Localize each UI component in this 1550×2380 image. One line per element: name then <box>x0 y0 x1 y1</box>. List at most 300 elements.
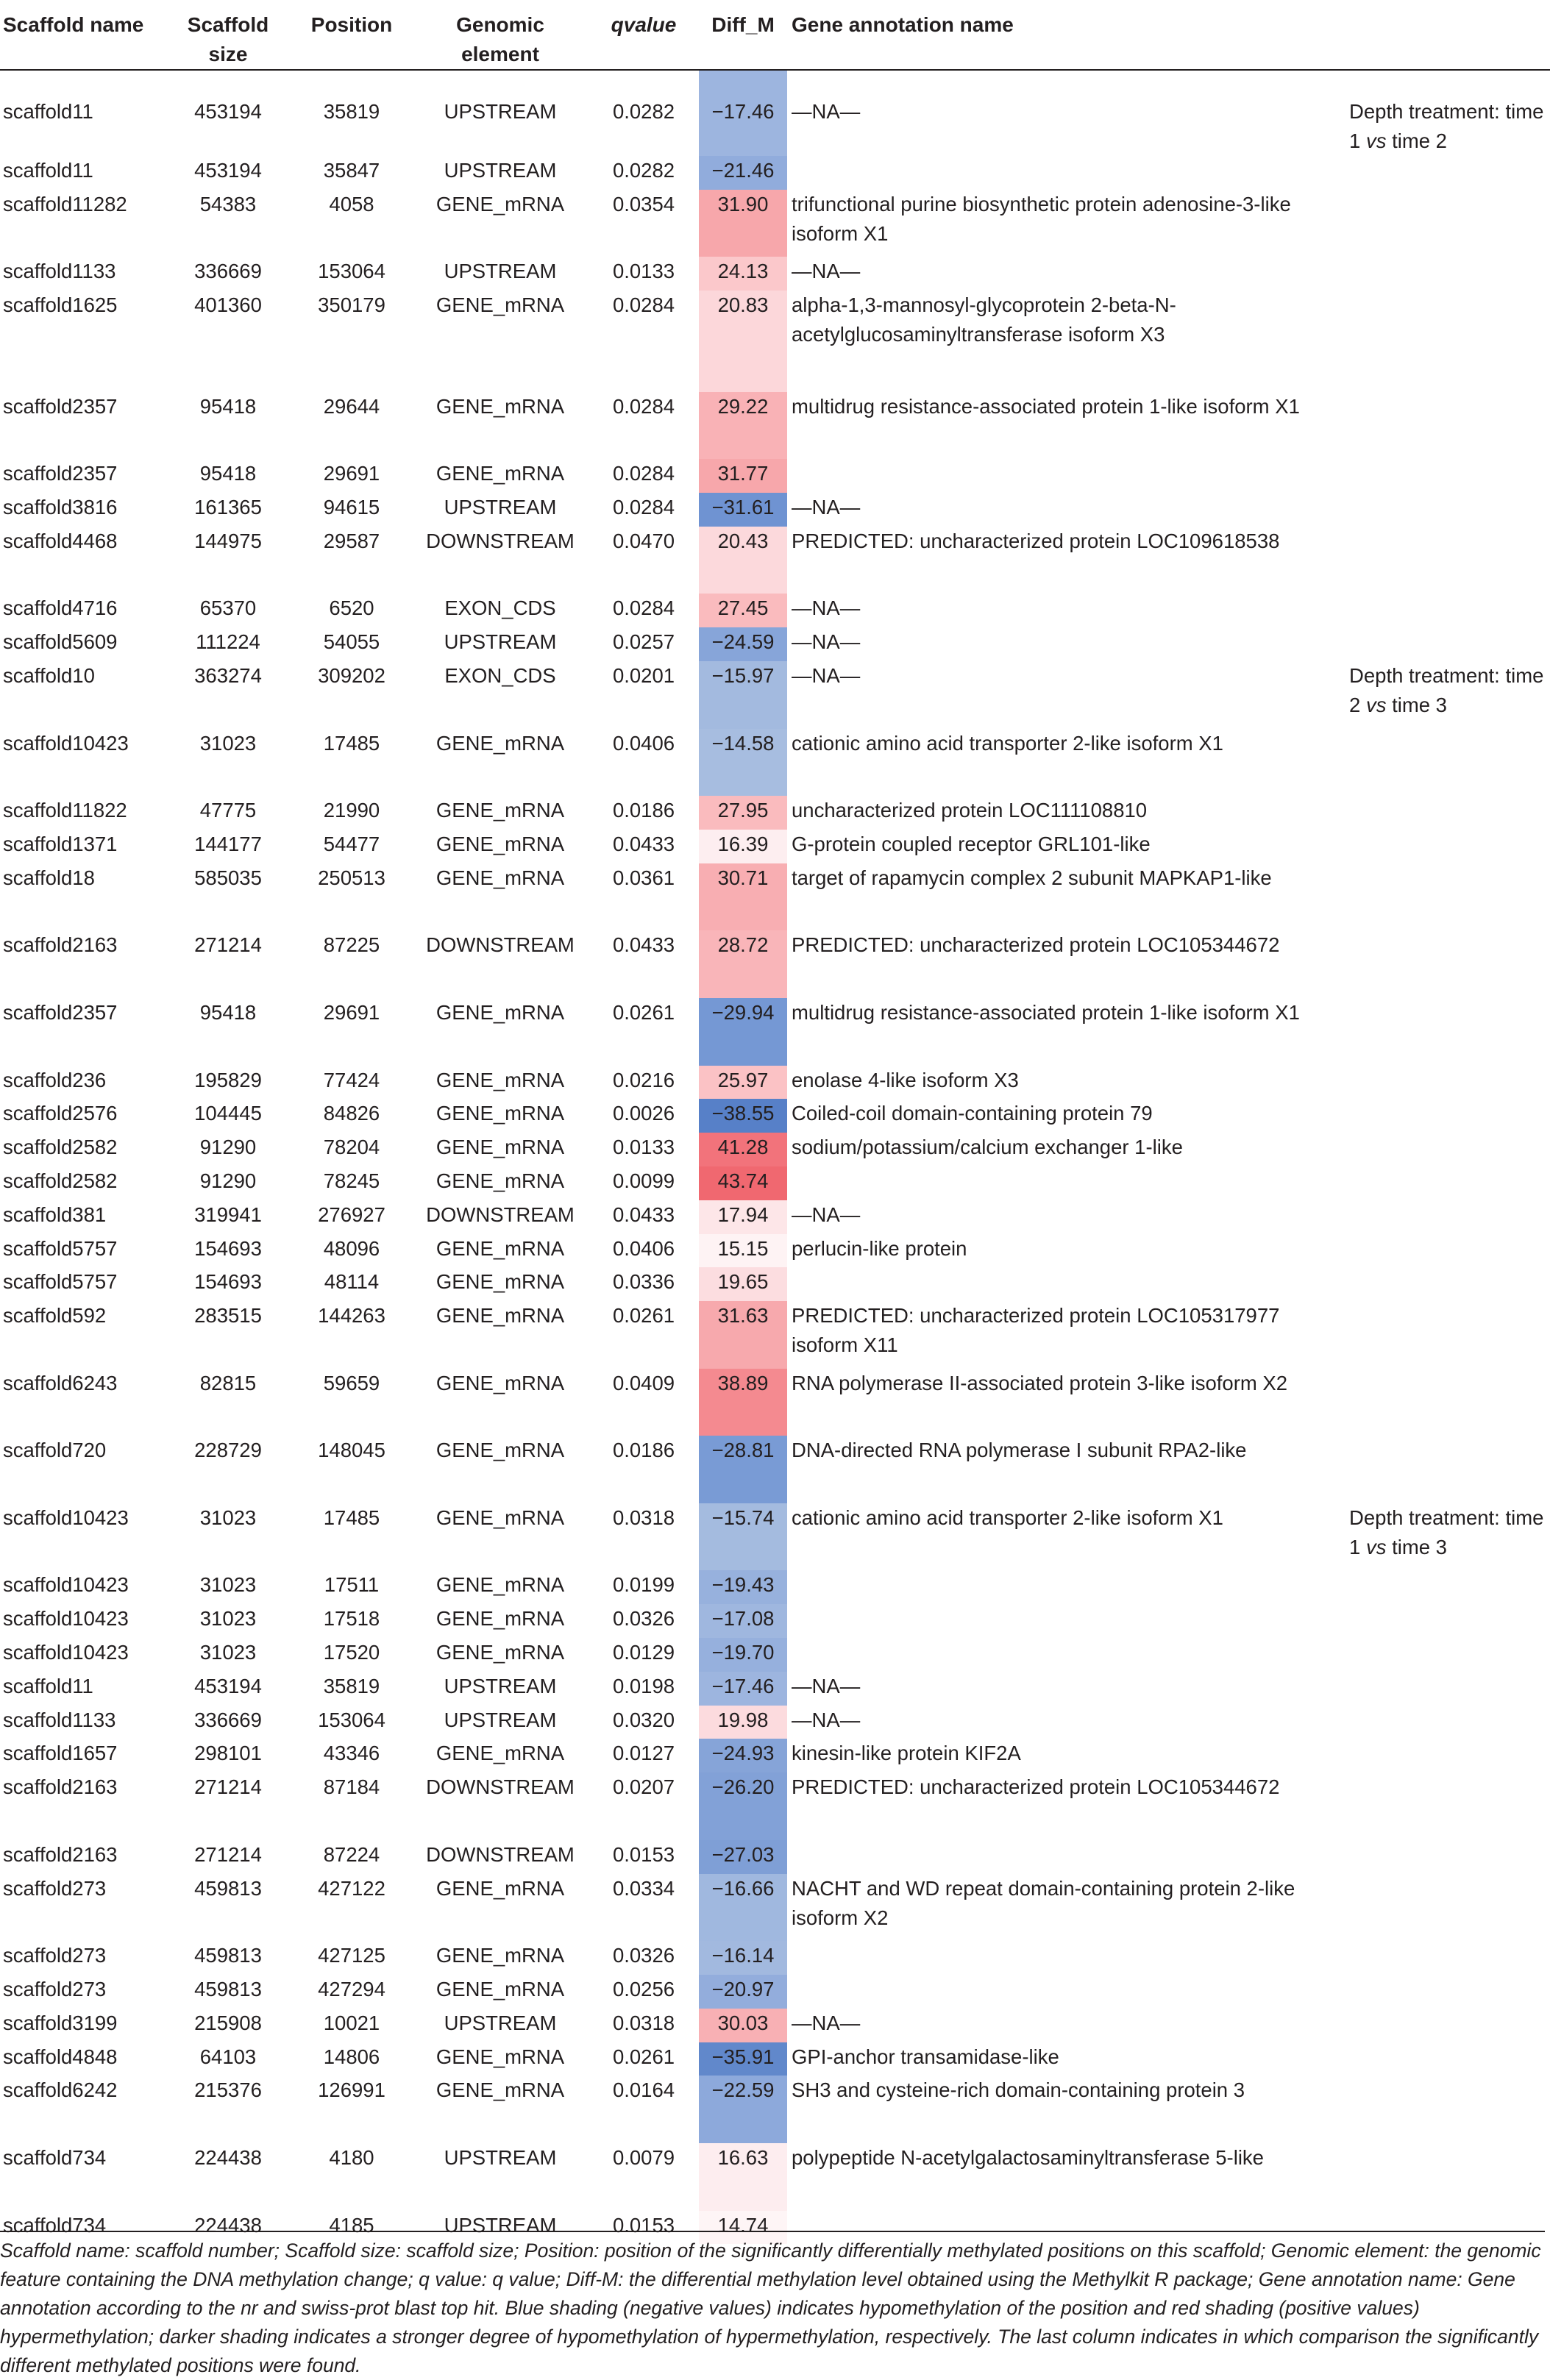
comparison-cell <box>1346 1099 1550 1133</box>
scaffold-name-cell: scaffold2582 <box>3 1169 118 1192</box>
table-row <box>0 1975 1550 2009</box>
table-row <box>0 2042 1550 2076</box>
qvalue-cell: 0.0261 <box>612 1304 675 1328</box>
qvalue-cell: 0.0261 <box>612 1000 675 1024</box>
scaffold-size-cell: 54383 <box>199 192 257 215</box>
header-diff-m: Diff_M <box>711 13 775 36</box>
scaffold-name-cell: scaffold11282 <box>3 192 127 215</box>
qvalue-cell: 0.0079 <box>612 2146 675 2170</box>
scaffold-name-cell: scaffold5609 <box>3 630 118 654</box>
qvalue-cell: 0.0336 <box>612 1270 675 1294</box>
gene-annotation-cell: sodium/potassium/calcium exchanger 1-like <box>792 1136 1183 1159</box>
comparison-cell <box>1346 156 1550 190</box>
position-cell: 309202 <box>318 663 385 687</box>
gene-annotation-cell: cationic amino acid transporter 2-like isoform X1 <box>792 1506 1223 1529</box>
gene-annotation-cell <box>787 1840 1346 1874</box>
table-row <box>0 190 1550 257</box>
diff-m-cell: 28.72 <box>699 930 787 998</box>
genomic-element-cell: GENE_mRNA <box>436 1641 565 1664</box>
position-cell: 250513 <box>318 866 385 889</box>
gene-annotation-cell: SH3 and cysteine-rich domain-containing protein 3 <box>792 2078 1245 2102</box>
scaffold-name-cell: scaffold5757 <box>3 1236 118 1260</box>
genomic-element-cell: DOWNSTREAM <box>426 1203 575 1226</box>
comparison-cell <box>1346 493 1550 527</box>
diff-m-cell: 17.94 <box>699 1200 787 1234</box>
qvalue-cell: 0.0284 <box>612 462 675 485</box>
scaffold-size-cell: 271214 <box>194 1775 262 1799</box>
scaffold-name-cell: scaffold11 <box>3 1674 93 1697</box>
diff-m-cell: −35.91 <box>699 2042 787 2076</box>
gene-annotation-cell: PREDICTED: uncharacterized protein LOC105344672 <box>792 1775 1280 1799</box>
genomic-element-cell: GENE_mRNA <box>436 1573 565 1597</box>
scaffold-name-cell: scaffold2357 <box>3 394 118 418</box>
diff-m-cell: −17.08 <box>699 1604 787 1638</box>
header-genomic-line2: element <box>461 43 539 65</box>
qvalue-cell: 0.0199 <box>612 1573 675 1597</box>
qvalue-cell: 0.0433 <box>612 832 675 855</box>
gene-annotation-cell: GPI-anchor transamidase-like <box>792 2045 1059 2068</box>
table-caption: Scaffold name: scaffold number; Scaffold size: scaffold size; Position: position of the significantly differentially methylated positions on this scaffold; Genomic element: the genomic feature containing the DNA methylation change; q value: q value; Diff-M: the differential methylation level obtained using the Methylkit R package; Gene annotation name: Gene annotation according to the nr and swiss-prot blast top hit. Blue shading (negative values) indicates hypomethylation of the position and red shading (positive values) hypermethylation; darker shading indicates a stronger degree of hypomethylation of hypermethylation, respectively. The last column indicates in which comparison the significantly different methylated positions were found. <box>0 2231 1545 2380</box>
comparison-cell <box>1346 459 1550 493</box>
position-cell: 144263 <box>318 1304 385 1328</box>
genomic-element-cell: GENE_mRNA <box>436 1876 565 1900</box>
diff-m-cell: −38.55 <box>699 1099 787 1133</box>
scaffold-name-cell: scaffold2163 <box>3 1775 118 1799</box>
scaffold-size-cell: 453194 <box>194 159 262 182</box>
table-row <box>0 1840 1550 1874</box>
scaffold-size-cell: 82815 <box>199 1371 257 1394</box>
comparison-cell <box>1346 1166 1550 1200</box>
table-row <box>0 1503 1550 1571</box>
comparison-cell <box>1346 1739 1550 1772</box>
position-cell: 54477 <box>323 832 380 855</box>
position-cell: 35819 <box>323 100 380 123</box>
comparison-cell <box>1346 1267 1550 1301</box>
genomic-element-cell: UPSTREAM <box>444 2011 557 2034</box>
position-cell: 427125 <box>318 1944 385 1967</box>
genomic-element-cell: GENE_mRNA <box>436 1270 565 1294</box>
scaffold-size-cell: 459813 <box>194 1944 262 1967</box>
diff-m-cell: −31.61 <box>699 493 787 527</box>
header-scaffold-size-line1: Scaffold <box>187 13 269 36</box>
table-row <box>0 1672 1550 1706</box>
qvalue-cell: 0.0129 <box>612 1641 675 1664</box>
qvalue-cell: 0.0127 <box>612 1742 675 1765</box>
scaffold-size-cell: 31023 <box>199 731 257 755</box>
scaffold-size-cell: 336669 <box>194 1708 262 1731</box>
scaffold-size-cell: 271214 <box>194 933 262 957</box>
scaffold-size-cell: 95418 <box>199 462 257 485</box>
gene-annotation-cell: NACHT and WD repeat domain-containing protein 2-like isoform X2 <box>792 1876 1295 1929</box>
gene-annotation-cell: —NA— <box>792 630 861 654</box>
diff-m-cell: 20.43 <box>699 527 787 594</box>
scaffold-size-cell: 401360 <box>194 293 262 317</box>
scaffold-name-cell: scaffold4468 <box>3 529 118 552</box>
comparison-cell <box>1346 1369 1550 1436</box>
comparison-cell <box>1346 1975 1550 2009</box>
genomic-element-cell: DOWNSTREAM <box>426 529 575 552</box>
genomic-element-cell: GENE_mRNA <box>436 192 565 215</box>
position-cell: 153064 <box>318 1708 385 1731</box>
diff-m-cell: 20.83 <box>699 291 787 391</box>
comparison-cell <box>1346 796 1550 830</box>
table-row <box>0 1570 1550 1604</box>
gene-annotation-cell <box>787 1941 1346 1975</box>
gene-annotation-cell: perlucin-like protein <box>792 1236 967 1260</box>
scaffold-size-cell: 64103 <box>199 2045 257 2068</box>
genomic-element-cell: GENE_mRNA <box>436 1304 565 1328</box>
genomic-element-cell: GENE_mRNA <box>436 799 565 822</box>
gene-annotation-cell <box>787 1638 1346 1672</box>
diff-m-cell: 38.89 <box>699 1369 787 1436</box>
comparison-cell <box>1346 2009 1550 2042</box>
qvalue-cell: 0.0409 <box>612 1371 675 1394</box>
scaffold-size-cell: 459813 <box>194 1978 262 2001</box>
scaffold-name-cell: scaffold10423 <box>3 1573 129 1597</box>
gene-annotation-cell: —NA— <box>792 596 861 620</box>
table-row <box>0 1941 1550 1975</box>
position-cell: 17511 <box>324 1573 380 1597</box>
table-row <box>0 392 1550 460</box>
scaffold-size-cell: 95418 <box>199 1000 257 1024</box>
gene-annotation-cell: G-protein coupled receptor GRL101-like <box>792 832 1151 855</box>
genomic-element-cell: UPSTREAM <box>444 159 557 182</box>
table-row <box>0 1066 1550 1100</box>
scaffold-name-cell: scaffold11 <box>3 159 93 182</box>
genomic-element-cell: EXON_CDS <box>444 663 556 687</box>
scaffold-name-cell: scaffold2357 <box>3 1000 118 1024</box>
gene-annotation-cell: trifunctional purine biosynthetic protein adenosine-3-like isoform X1 <box>792 192 1291 245</box>
comparison-cell <box>1346 2143 1550 2211</box>
diff-m-cell: 14.74 <box>699 2211 787 2245</box>
diff-m-cell: −24.93 <box>699 1739 787 1772</box>
position-cell: 29691 <box>323 1000 380 1024</box>
position-cell: 94615 <box>323 495 380 519</box>
gene-annotation-cell: —NA— <box>792 2011 861 2034</box>
position-cell: 17485 <box>323 731 380 755</box>
scaffold-name-cell: scaffold18 <box>3 866 95 889</box>
comparison-cell <box>1346 1436 1550 1503</box>
scaffold-name-cell: scaffold10 <box>3 663 95 687</box>
position-cell: 43346 <box>323 1742 380 1765</box>
genomic-element-cell: GENE_mRNA <box>436 1978 565 2001</box>
genomic-element-cell: GENE_mRNA <box>436 1506 565 1529</box>
gene-annotation-cell: Coiled-coil domain-containing protein 79 <box>792 1102 1153 1125</box>
genomic-element-cell: DOWNSTREAM <box>426 1842 575 1866</box>
diff-m-cell: 30.71 <box>699 863 787 931</box>
genomic-element-cell: GENE_mRNA <box>436 1371 565 1394</box>
diff-m-cell: 27.95 <box>699 796 787 830</box>
position-cell: 427294 <box>318 1978 385 2001</box>
qvalue-cell: 0.0282 <box>612 159 675 182</box>
diff-m-cell: −19.70 <box>699 1638 787 1672</box>
diff-m-cell: 27.45 <box>699 594 787 627</box>
qvalue-cell: 0.0164 <box>612 2078 675 2102</box>
table-row <box>0 796 1550 830</box>
scaffold-name-cell: scaffold5757 <box>3 1270 118 1294</box>
scaffold-name-cell: scaffold1133 <box>3 260 116 283</box>
scaffold-name-cell: scaffold734 <box>3 2146 107 2170</box>
qvalue-cell: 0.0256 <box>612 1978 675 2001</box>
genomic-element-cell: UPSTREAM <box>444 1708 557 1731</box>
qvalue-cell: 0.0099 <box>612 1169 675 1192</box>
genomic-element-cell: GENE_mRNA <box>436 394 565 418</box>
gene-annotation-cell <box>787 1267 1346 1301</box>
gene-annotation-cell: PREDICTED: uncharacterized protein LOC109618538 <box>792 529 1280 552</box>
scaffold-size-cell: 111224 <box>196 630 260 654</box>
scaffold-name-cell: scaffold2357 <box>3 462 118 485</box>
diff-m-cell: 25.97 <box>699 1066 787 1100</box>
genomic-element-cell: GENE_mRNA <box>436 866 565 889</box>
gene-annotation-cell: enolase 4-like isoform X3 <box>792 1068 1019 1091</box>
table-row <box>0 2076 1550 2143</box>
gene-annotation-cell <box>787 156 1346 190</box>
scaffold-name-cell: scaffold2163 <box>3 933 118 957</box>
scaffold-size-cell: 95418 <box>199 394 257 418</box>
genomic-element-cell: GENE_mRNA <box>436 832 565 855</box>
comparison-cell <box>1346 1941 1550 1975</box>
position-cell: 78204 <box>323 1136 380 1159</box>
position-cell: 4058 <box>329 192 374 215</box>
qvalue-cell: 0.0320 <box>612 1708 675 1731</box>
genomic-element-cell: GENE_mRNA <box>436 1169 565 1192</box>
diff-m-cell: 41.28 <box>699 1133 787 1166</box>
scaffold-name-cell: scaffold6243 <box>3 1371 118 1394</box>
comparison-cell <box>1346 830 1550 863</box>
genomic-element-cell: GENE_mRNA <box>436 731 565 755</box>
scaffold-size-cell: 228729 <box>194 1439 262 1462</box>
gene-annotation-cell: —NA— <box>792 663 861 687</box>
scaffold-size-cell: 585035 <box>194 866 262 889</box>
position-cell: 126991 <box>318 2078 385 2102</box>
diff-m-cell: −24.59 <box>699 627 787 661</box>
comparison-cell <box>1346 930 1550 998</box>
scaffold-size-cell: 144177 <box>194 832 262 855</box>
table-row <box>0 1739 1550 1772</box>
header-genomic-line1: Genomic <box>456 13 544 36</box>
diff-m-cell: −15.97 <box>699 661 787 729</box>
gene-annotation-cell: PREDICTED: uncharacterized protein LOC105344672 <box>792 933 1280 957</box>
diff-m-cell: −29.94 <box>699 998 787 1066</box>
scaffold-name-cell: scaffold2576 <box>3 1102 118 1125</box>
position-cell: 350179 <box>318 293 385 317</box>
scaffold-size-cell: 453194 <box>194 1674 262 1697</box>
scaffold-name-cell: scaffold1133 <box>3 1708 116 1731</box>
qvalue-cell: 0.0186 <box>612 799 675 822</box>
scaffold-size-cell: 31023 <box>199 1573 257 1597</box>
position-cell: 78245 <box>323 1169 380 1192</box>
diff-m-cell: −19.43 <box>699 1570 787 1604</box>
diff-m-cell: 31.77 <box>699 459 787 493</box>
table-row <box>0 459 1550 493</box>
qvalue-cell: 0.0284 <box>612 596 675 620</box>
qvalue-cell: 0.0318 <box>612 1506 675 1529</box>
qvalue-cell: 0.0284 <box>612 394 675 418</box>
gene-annotation-cell <box>787 459 1346 493</box>
gene-annotation-cell: multidrug resistance-associated protein 1-like isoform X1 <box>792 394 1300 418</box>
scaffold-name-cell: scaffold11822 <box>3 799 127 822</box>
genomic-element-cell: DOWNSTREAM <box>426 1775 575 1799</box>
comparison-cell <box>1346 1200 1550 1234</box>
gene-annotation-cell: uncharacterized protein LOC111108810 <box>792 799 1148 822</box>
table-row <box>0 930 1550 998</box>
scaffold-name-cell: scaffold734 <box>3 2213 107 2237</box>
table-row <box>0 729 1550 797</box>
comparison-cell <box>1346 1066 1550 1100</box>
position-cell: 4180 <box>329 2146 374 2170</box>
diff-m-cell: 16.39 <box>699 830 787 863</box>
qvalue-cell: 0.0261 <box>612 2045 675 2068</box>
genomic-element-cell: UPSTREAM <box>444 2146 557 2170</box>
comparison-cell <box>1346 527 1550 594</box>
scaffold-size-cell: 31023 <box>199 1506 257 1529</box>
diff-m-cell: −15.74 <box>699 1503 787 1571</box>
position-cell: 84826 <box>323 1102 380 1125</box>
position-cell: 77424 <box>323 1068 380 1091</box>
scaffold-name-cell: scaffold273 <box>3 1876 107 1900</box>
scaffold-name-cell: scaffold273 <box>3 1944 107 1967</box>
genomic-element-cell: GENE_mRNA <box>436 1607 565 1631</box>
qvalue-cell: 0.0216 <box>612 1068 675 1091</box>
scaffold-size-cell: 363274 <box>194 663 262 687</box>
scaffold-size-cell: 215376 <box>194 2078 262 2102</box>
scaffold-size-cell: 224438 <box>194 2146 262 2170</box>
qvalue-cell: 0.0406 <box>612 1236 675 1260</box>
gene-annotation-cell: —NA— <box>792 495 861 519</box>
position-cell: 14806 <box>323 2045 380 2068</box>
genomic-element-cell: GENE_mRNA <box>436 1136 565 1159</box>
qvalue-cell: 0.0284 <box>612 495 675 519</box>
scaffold-name-cell: scaffold1625 <box>3 293 118 317</box>
header-gene-annotation: Gene annotation name <box>792 13 1014 36</box>
table-row <box>0 70 1550 156</box>
scaffold-name-cell: scaffold273 <box>3 1978 107 2001</box>
scaffold-size-cell: 283515 <box>194 1304 262 1328</box>
gene-annotation-cell: kinesin-like protein KIF2A <box>792 1742 1021 1765</box>
qvalue-cell: 0.0282 <box>612 100 675 123</box>
genomic-element-cell: GENE_mRNA <box>436 1742 565 1765</box>
scaffold-name-cell: scaffold10423 <box>3 731 129 755</box>
gene-annotation-cell <box>787 1604 1346 1638</box>
genomic-element-cell: UPSTREAM <box>444 495 557 519</box>
position-cell: 48114 <box>324 1270 380 1294</box>
scaffold-name-cell: scaffold236 <box>3 1068 107 1091</box>
comparison-cell: Depth treatment: time 2 vs time 3 <box>1349 663 1544 716</box>
scaffold-size-cell: 224438 <box>194 2213 262 2237</box>
table-row <box>0 1133 1550 1166</box>
table-row <box>0 493 1550 527</box>
table-row <box>0 830 1550 863</box>
scaffold-size-cell: 144975 <box>194 529 262 552</box>
table-row <box>0 1874 1550 1942</box>
header-comparison <box>1346 0 1550 70</box>
header-genomic-element <box>412 0 589 70</box>
scaffold-name-cell: scaffold720 <box>3 1439 107 1462</box>
scaffold-size-cell: 154693 <box>194 1236 262 1260</box>
comparison-cell <box>1346 863 1550 931</box>
genomic-element-cell: GENE_mRNA <box>436 1944 565 1967</box>
diff-m-cell: 43.74 <box>699 1166 787 1200</box>
comparison-cell <box>1346 729 1550 797</box>
gene-annotation-cell: cationic amino acid transporter 2-like isoform X1 <box>792 731 1223 755</box>
position-cell: 17518 <box>323 1607 380 1631</box>
qvalue-cell: 0.0201 <box>612 663 675 687</box>
qvalue-cell: 0.0153 <box>612 2213 675 2237</box>
header-row <box>0 0 1550 70</box>
table-row <box>0 2143 1550 2211</box>
diff-m-cell: −16.66 <box>699 1874 787 1942</box>
comparison-cell <box>1346 998 1550 1066</box>
genomic-element-cell: UPSTREAM <box>444 1674 557 1697</box>
gene-annotation-cell: —NA— <box>792 260 861 283</box>
qvalue-cell: 0.0133 <box>612 260 675 283</box>
diff-m-cell: 19.98 <box>699 1706 787 1739</box>
genomic-element-cell: GENE_mRNA <box>436 1068 565 1091</box>
scaffold-size-cell: 161365 <box>194 495 262 519</box>
position-cell: 35847 <box>323 159 380 182</box>
diff-m-cell: 24.13 <box>699 257 787 291</box>
table-row <box>0 627 1550 661</box>
position-cell: 148045 <box>318 1439 385 1462</box>
table-row <box>0 257 1550 291</box>
scaffold-size-cell: 65370 <box>199 596 257 620</box>
scaffold-size-cell: 91290 <box>199 1169 257 1192</box>
table-row <box>0 1267 1550 1301</box>
qvalue-cell: 0.0433 <box>612 933 675 957</box>
gene-annotation-cell: —NA— <box>792 1203 861 1226</box>
genomic-element-cell: GENE_mRNA <box>436 462 565 485</box>
scaffold-name-cell: scaffold11 <box>3 100 93 123</box>
gene-annotation-cell: —NA— <box>792 100 861 123</box>
table-row <box>0 594 1550 627</box>
scaffold-name-cell: scaffold10423 <box>3 1506 129 1529</box>
comparison-cell <box>1346 1133 1550 1166</box>
comparison-cell <box>1346 392 1550 460</box>
scaffold-name-cell: scaffold3199 <box>3 2011 118 2034</box>
gene-annotation-cell <box>787 1166 1346 1200</box>
table-body <box>0 70 1550 2244</box>
diff-m-cell: −16.14 <box>699 1941 787 1975</box>
table-row <box>0 1772 1550 1840</box>
genomic-element-cell: UPSTREAM <box>444 100 557 123</box>
header-qvalue <box>589 0 699 70</box>
comparison-cell <box>1346 257 1550 291</box>
scaffold-size-cell: 195829 <box>194 1068 262 1091</box>
qvalue-cell: 0.0334 <box>612 1876 675 1900</box>
scaffold-size-cell: 31023 <box>199 1641 257 1664</box>
table-row <box>0 1234 1550 1268</box>
comparison-cell: Depth treatment: time 1 vs time 3 <box>1349 1506 1544 1558</box>
qvalue-cell: 0.0186 <box>612 1439 675 1462</box>
scaffold-size-cell: 154693 <box>194 1270 262 1294</box>
gene-annotation-cell: polypeptide N-acetylgalactosaminyltransferase 5-like <box>792 2146 1264 2170</box>
header-position: Position <box>310 13 393 36</box>
scaffold-name-cell: scaffold2582 <box>3 1136 118 1159</box>
table-row <box>0 863 1550 931</box>
diff-m-cell: 15.15 <box>699 1234 787 1268</box>
comparison-cell <box>1346 1672 1550 1706</box>
qvalue-cell: 0.0198 <box>612 1674 675 1697</box>
comparison-cell <box>1346 1772 1550 1840</box>
table-row <box>0 1604 1550 1638</box>
scaffold-name-cell: scaffold2163 <box>3 1842 118 1866</box>
scaffold-size-cell: 336669 <box>194 260 262 283</box>
genomic-element-cell: UPSTREAM <box>444 260 557 283</box>
diff-m-cell: −14.58 <box>699 729 787 797</box>
genomic-element-cell: GENE_mRNA <box>436 2045 565 2068</box>
gene-annotation-cell <box>787 1570 1346 1604</box>
position-cell: 276927 <box>318 1203 385 1226</box>
